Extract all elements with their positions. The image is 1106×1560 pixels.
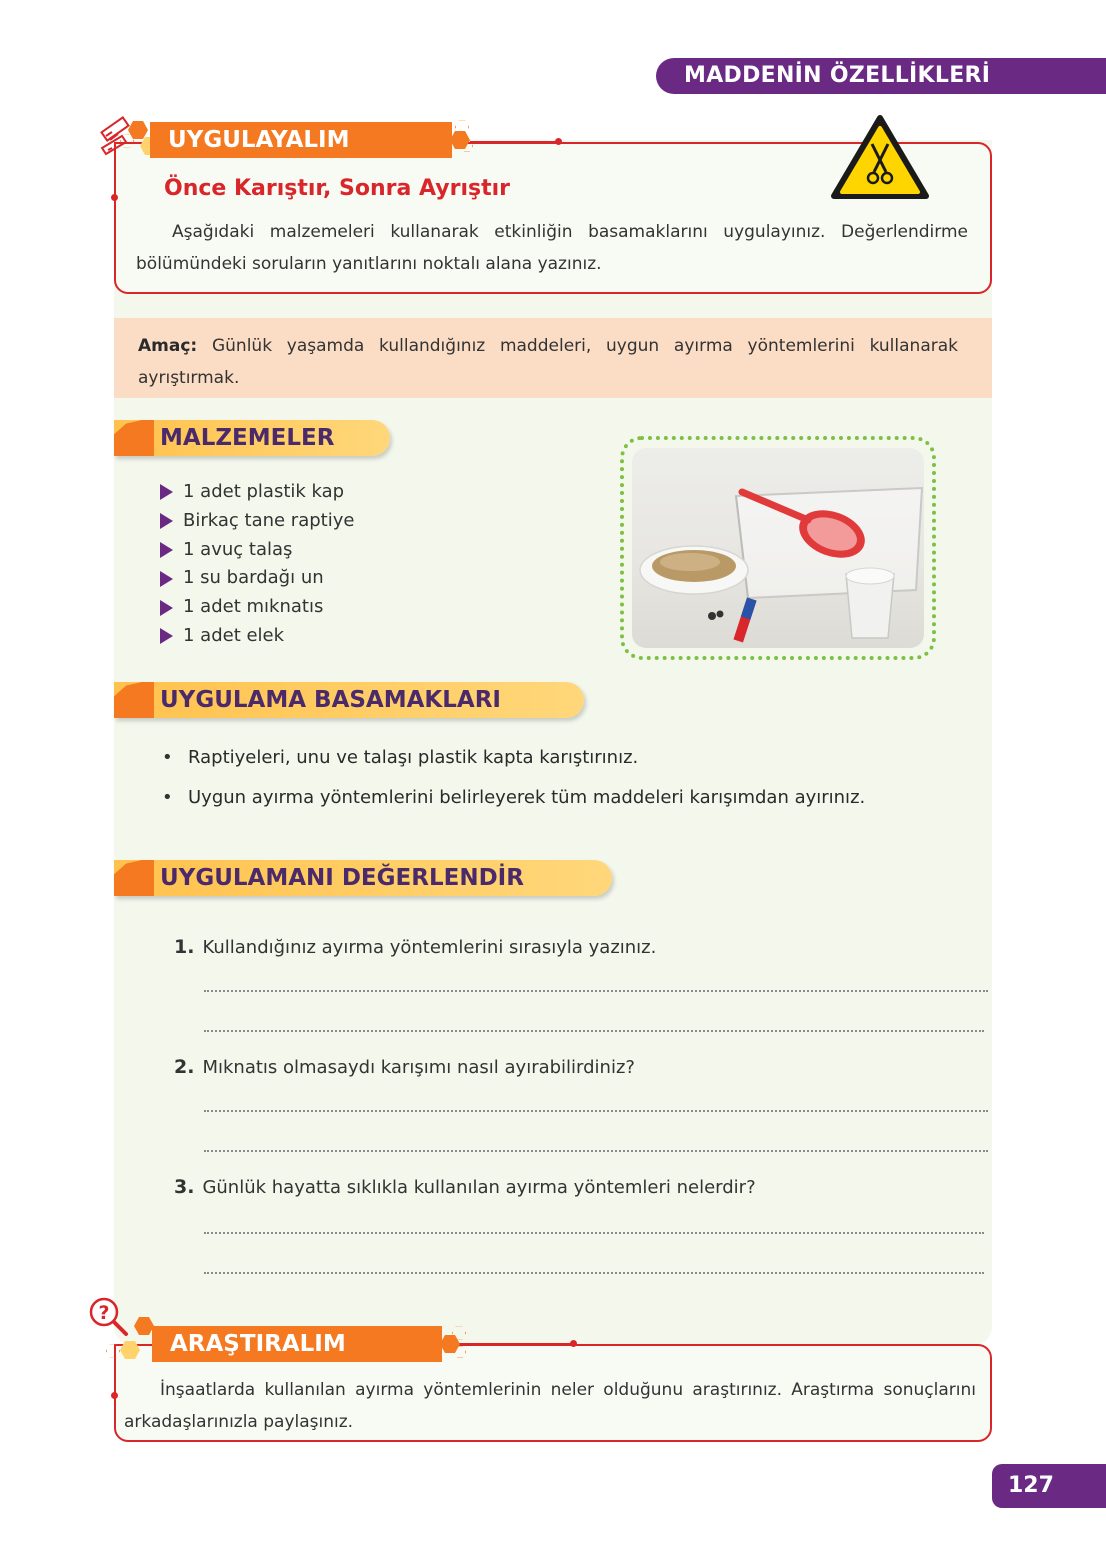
triangle-bullet-icon	[160, 542, 173, 558]
scissors-warning-icon	[830, 114, 930, 200]
amac-label: Amaç:	[138, 336, 198, 356]
triangle-bullet-icon	[160, 571, 173, 587]
answer-line[interactable]	[204, 1232, 984, 1234]
arastiralim-label: ARAŞTIRALIM	[152, 1326, 442, 1362]
activity-instructions: Aşağıdaki malzemeleri kullanarak etkinliğin basamaklarını uygulayınız. Değerlendirme bölümündeki soruların yanıtlarını noktalı alana yazınız.	[136, 222, 968, 274]
uygulayalim-label: UYGULAYALIM	[150, 122, 452, 158]
question-2: 2. Mıknatıs olmasaydı karışımı nasıl ayırabilirdiniz?	[174, 1056, 635, 1078]
list-item: 1 avuç talaş	[160, 536, 354, 565]
activity-title: Önce Karıştır, Sonra Ayrıştır	[164, 176, 511, 201]
question-3: 3. Günlük hayatta sıklıkla kullanılan ayırma yöntemleri nelerdir?	[174, 1176, 756, 1198]
list-item: Birkaç tane raptiye	[160, 507, 354, 536]
list-item: 1 adet elek	[160, 622, 354, 651]
materials-photo-frame	[620, 436, 936, 660]
question-magnifier-icon	[88, 1296, 132, 1340]
answer-line[interactable]	[204, 1110, 988, 1112]
amac-body: Günlük yaşamda kullandığınız maddeleri, uygun ayırma yöntemlerini kullanarak ayrıştırmak.	[138, 336, 958, 388]
list-item: 1 adet mıknatıs	[160, 593, 354, 622]
answer-line[interactable]	[204, 1030, 984, 1032]
materials-photo	[632, 448, 924, 648]
svg-text:?: ?	[98, 1302, 110, 1324]
materials-list	[160, 478, 354, 651]
steps-list	[162, 744, 865, 824]
triangle-bullet-icon	[160, 628, 173, 644]
triangle-bullet-icon	[160, 600, 173, 616]
triangle-bullet-icon	[160, 484, 173, 500]
arastiralim-text: İnşaatlarda kullanılan ayırma yöntemlerinin neler olduğunu araştırınız. Araştırma sonuçlarını arkadaşlarınızla paylaşınız.	[124, 1380, 976, 1432]
list-item: 1 su bardağı un	[160, 564, 354, 593]
answer-line[interactable]	[204, 990, 988, 992]
list-item: • Uygun ayırma yöntemlerini belirleyerek tüm maddeleri karışımdan ayırınız.	[162, 787, 866, 808]
basamaklar-title: UYGULAMA BASAMAKLARI	[114, 682, 584, 718]
answer-line[interactable]	[204, 1272, 984, 1274]
answer-line[interactable]	[204, 1150, 988, 1152]
list-item: • Raptiyeleri, unu ve talaşı plastik kapta karıştırınız.	[162, 747, 639, 768]
degerlendir-title: UYGULAMANI DEĞERLENDİR	[114, 860, 612, 896]
question-1: 1. Kullandığınız ayırma yöntemlerini sırasıyla yazınız.	[174, 936, 657, 958]
amac-text	[138, 330, 958, 394]
chapter-header: MADDENİN ÖZELLİKLERİ	[656, 58, 1106, 94]
page-number: 127	[992, 1464, 1106, 1508]
list-item: 1 adet plastik kap	[160, 478, 354, 507]
malzemeler-title: MALZEMELER	[114, 420, 390, 456]
triangle-bullet-icon	[160, 513, 173, 529]
